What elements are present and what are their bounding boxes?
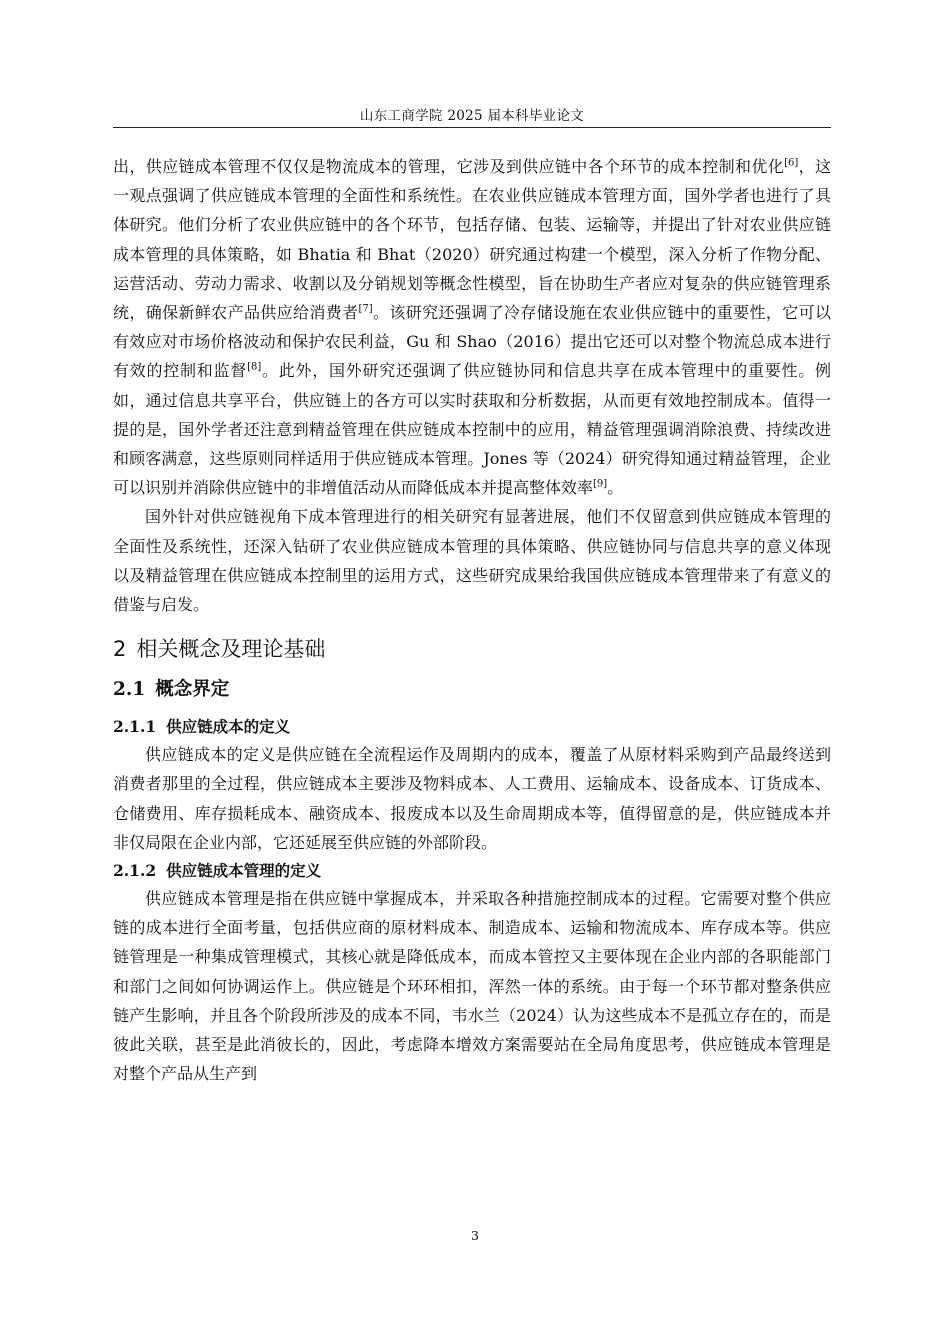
citation-7: [7] (358, 303, 373, 315)
subsection-number: 2.1.1 (113, 717, 157, 737)
chapter-title: 相关概念及理论基础 (136, 637, 326, 662)
subsection-title: 供应链成本的定义 (166, 717, 291, 737)
subsection-heading-supply-chain-cost (113, 713, 831, 740)
section-number: 2.1 (113, 679, 146, 701)
subsection-heading-cost-management (113, 857, 831, 884)
page-header: 山东工商学院 2025 届本科毕业论文 (359, 108, 585, 124)
citation-8: [8] (247, 362, 262, 374)
page-body (113, 152, 831, 1088)
paragraph-literature-review: 出，供应链成本管理不仅仅是物流成本的管理，它涉及到供应链中各个环节的成本控制和优化[6]，这一观点强调了供应链成本管理的全面性和系统性。在农业供应链成本管理方面，国外学者也进行了具体研究。他们分析了农业供应链中的各个环节，包括存储、包装、运输等，并提出了针对农业供应链成本管理的具体策略，如 Bhatia 和 Bhat（2020）研究通过构建一个模型，深入分析了作物分配、运营活动、劳动力需求、收割以及分销规划等概念性模型，旨在协助生产者应对复杂的供应链管理系统，确保新鲜农产品供应给消费者[7]。该研究还强调了冷存储设施在农业供应链中的重要性，它可以有效应对市场价格波动和保护农民利益，Gu 和 Shao（2016）提出它还可以对整个物流总成本进行有效的控制和监督[8]。此外，国外研究还强调了供应链协同和信息共享在成本管理中的重要性。例如，通过信息共享平台，供应链上的各方可以实时获取和分析数据，从而更有效地控制成本。值得一提的是，国外学者还注意到精益管理在供应链成本控制中的应用，精益管理强调消除浪费、持续改进和顾客满意，这些原则同样适用于供应链成本管理。Jones 等（2024）研究得知通过精益管理，企业可以识别并消除供应链中的非增值活动从而降低成本并提高整体效率[9]。 (113, 157, 831, 498)
citation-9: [9] (593, 478, 608, 490)
citation-6: [6] (784, 157, 799, 169)
paragraph-cost-management-definition: 供应链成本管理是指在供应链中掌握成本，并采取各种措施控制成本的过程。它需要对整个供应链的成本进行全面考量，包括供应商的原材料成本、制造成本、运输和物流成本、库存成本等。供应链管理是一种集成管理模式，其核心就是降低成本，而成本管控又主要体现在企业内部的各职能部门和部门之间如何协调运作上。供应链是个环环相扣，浑然一体的系统。由于每一个环节都对整条供应链产生影响，并且各个阶段所涉及的成本不同，韦水兰（2024）认为这些成本不是孤立存在的，而是彼此关联，甚至是此消彼长的，因此，考虑降本增效方案需要站在全局角度思考，供应链成本管理是对整个产品从生产到 (113, 889, 831, 1084)
subsection-title: 供应链成本管理的定义 (166, 861, 322, 881)
section-heading (113, 675, 831, 705)
section-title: 概念界定 (155, 679, 230, 701)
paragraph-summary: 国外针对供应链视角下成本管理进行的相关研究有显著进展，他们不仅留意到供应链成本管理的全面性及系统性，还深入钻研了农业供应链成本管理的具体策略、供应链协同与信息共享的意义体现以及精益管理在供应链成本控制里的运用方式，这些研究成果给我国供应链成本管理带来了有意义的借鉴与启发。 (113, 507, 831, 615)
chapter-heading (113, 633, 831, 665)
header-rule (113, 127, 831, 128)
page-number: 3 (471, 1228, 479, 1243)
subsection-number: 2.1.2 (113, 861, 157, 881)
chapter-number: 2 (113, 637, 127, 662)
paragraph-cost-definition: 供应链成本的定义是供应链在全流程运作及周期内的成本，覆盖了从原材料采购到产品最终送到消费者那里的全过程，供应链成本主要涉及物料成本、人工费用、运输成本、设备成本、订货成本、仓储费用、库存损耗成本、融资成本、报废成本以及生命周期成本等，值得留意的是，供应链成本并非仅局限在企业内部，它还延展至供应链的外部阶段。 (113, 745, 831, 852)
